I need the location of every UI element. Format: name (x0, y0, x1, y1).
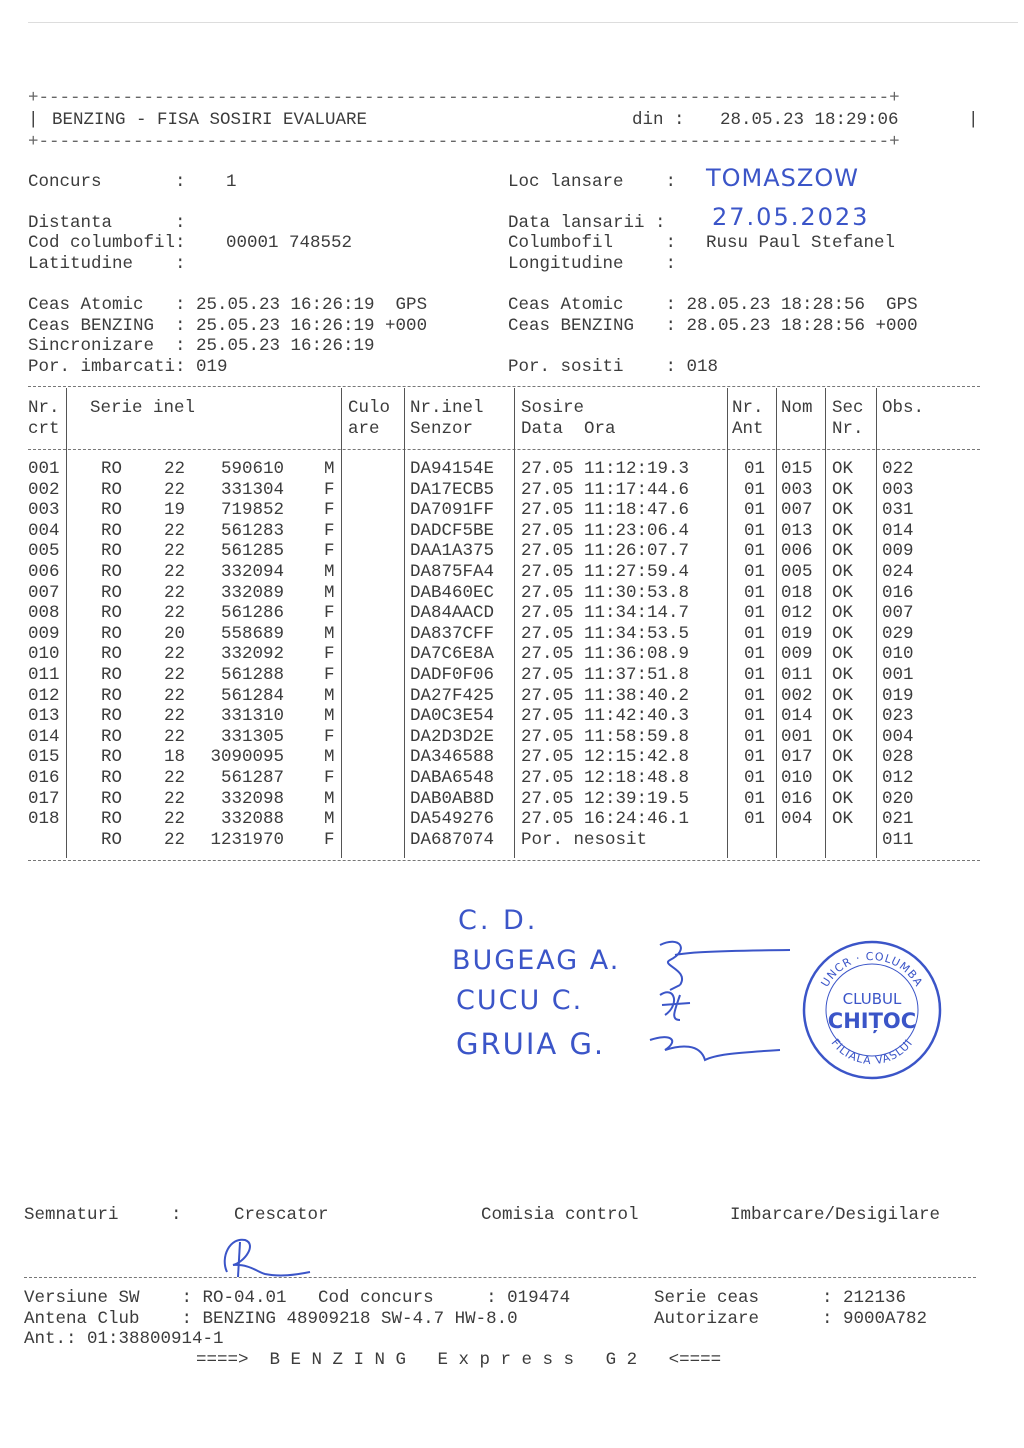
cell-nom: 017 (781, 747, 813, 768)
handwritten-bugeag: BUGEAG A. (452, 945, 621, 976)
cell-ant: 01 (744, 603, 766, 624)
cell-year: 22 (164, 562, 186, 582)
cell-sex: M (324, 788, 335, 809)
cell-ring-number: 590610 (220, 459, 284, 479)
cell-obs: 001 (882, 665, 914, 685)
cell-sex: M (324, 685, 335, 706)
header-datetime: 28.05.23 18:29:06 (720, 110, 899, 130)
cell-senzor: DA687074 (410, 829, 495, 850)
cell-ring-number: 561286 (220, 603, 284, 624)
cell-year: 22 (164, 459, 186, 479)
header-box-top: +---------------------------------------------------------------------------------+ (28, 88, 900, 108)
cell-nr: 017 (28, 788, 60, 809)
cell-country: RO (101, 685, 123, 706)
cell-senzor: DA837CFF (410, 623, 495, 644)
th-senzor-2: Senzor (410, 419, 474, 439)
cell-sosire: 27.05 12:18:48.8 (521, 768, 690, 788)
cell-nom: 005 (781, 562, 813, 582)
signature-comisia: Comisia control (481, 1205, 639, 1225)
cell-ring-number: 719852 (220, 500, 284, 521)
cell-year: 22 (164, 809, 186, 830)
cell-country: RO (101, 768, 123, 788)
cell-sec: OK (832, 809, 854, 830)
footer-ant: Ant.: 01:38800914-1 (24, 1329, 224, 1349)
cell-country: RO (101, 623, 123, 644)
cell-senzor: DA27F425 (410, 685, 495, 706)
cell-sec: OK (832, 603, 854, 624)
footer-rule (24, 1277, 976, 1278)
col-divider-nr (66, 388, 67, 858)
cell-country: RO (101, 829, 123, 850)
cell-obs: 009 (882, 541, 914, 562)
cell-nom: 007 (781, 500, 813, 521)
cell-sosire: 27.05 11:58:59.8 (521, 726, 690, 747)
stamp-line1: CLUBUL (842, 990, 902, 1008)
ceas-atomic-end: Ceas Atomic : 28.05.23 18:28:56 GPS (508, 295, 918, 315)
cell-sex: F (324, 644, 335, 665)
cell-ring-number: 1231970 (210, 829, 284, 850)
th-ant-2: Ant (732, 419, 764, 439)
footer-express: ====> B E N Z I N G E x p r e s s G 2 <==== (196, 1350, 722, 1370)
cell-senzor: DADCF5BE (410, 520, 495, 541)
cell-nom: 010 (781, 768, 813, 788)
cell-ant: 01 (744, 685, 766, 706)
cell-nr: 005 (28, 541, 60, 562)
cell-senzor: DABA6548 (410, 768, 495, 788)
th-culoare-2: are (348, 419, 380, 439)
cell-obs: 012 (882, 768, 914, 788)
cell-senzor: DA17ECB5 (410, 479, 495, 500)
cell-sec: OK (832, 706, 854, 727)
col-divider-sosire (727, 388, 728, 858)
th-sosire-2: Data Ora (521, 419, 616, 439)
cell-ant: 01 (744, 768, 766, 788)
cell-country: RO (101, 644, 123, 665)
cell-sex: F (324, 665, 335, 685)
cell-nom: 013 (781, 520, 813, 541)
cell-obs: 023 (882, 706, 914, 727)
cell-senzor: DA549276 (410, 809, 495, 830)
handwritten-cd: C. D. (458, 905, 539, 936)
th-sosire-1: Sosire (521, 398, 585, 418)
cell-nom: 019 (781, 623, 813, 644)
cell-sex: F (324, 541, 335, 562)
cell-ring-number: 561285 (220, 541, 284, 562)
longitudine-label: Longitudine : (508, 254, 677, 274)
cell-obs: 007 (882, 603, 914, 624)
porumbei-sositi: Por. sositi : 018 (508, 357, 719, 377)
cell-sec: OK (832, 520, 854, 541)
cell-ant: 01 (744, 541, 766, 562)
cell-ring-number: 561287 (220, 768, 284, 788)
cell-ant: 01 (744, 500, 766, 521)
cell-ant: 01 (744, 747, 766, 768)
cell-sec: OK (832, 726, 854, 747)
cell-senzor: DAA1A375 (410, 541, 495, 562)
cell-country: RO (101, 500, 123, 521)
porumbei-imbarcati: Por. imbarcati: 019 (28, 357, 228, 377)
cell-year: 22 (164, 520, 186, 541)
cell-ant: 01 (744, 459, 766, 479)
cell-nr: 003 (28, 500, 60, 521)
cell-ring-number: 3090095 (210, 747, 284, 768)
cell-nom: 001 (781, 726, 813, 747)
th-obs: Obs. (882, 398, 925, 418)
cell-sosire: 27.05 11:38:40.2 (521, 685, 690, 706)
cell-obs: 031 (882, 500, 914, 521)
cell-country: RO (101, 520, 123, 541)
cell-sosire: 27.05 11:27:59.4 (521, 562, 690, 582)
th-culoare-1: Culo (348, 398, 391, 418)
col-divider-culoare (404, 388, 405, 858)
stamp-bottom-text: FILIALA VASLUI (828, 1036, 916, 1068)
cell-sec: OK (832, 788, 854, 809)
cell-nr: 007 (28, 582, 60, 603)
cell-sec: OK (832, 623, 854, 644)
footer-serie-ceas: Serie ceas : 212136 (654, 1288, 907, 1308)
cell-year: 22 (164, 644, 186, 665)
cell-obs: 022 (882, 459, 914, 479)
cell-sosire: Por. nesosit (521, 829, 648, 850)
cell-sex: M (324, 623, 335, 644)
th-serie-inel: Serie inel (90, 398, 196, 418)
cell-obs: 011 (882, 829, 914, 850)
header-box-right: | (968, 110, 979, 130)
cell-year: 22 (164, 541, 186, 562)
cell-senzor: DADF0F06 (410, 665, 495, 685)
cell-senzor: DAB460EC (410, 582, 495, 603)
columbofil-label: Columbofil : (508, 233, 677, 253)
cell-obs: 004 (882, 726, 914, 747)
cell-nr: 013 (28, 706, 60, 727)
table-header-rule (28, 449, 980, 450)
table-bottom-rule (28, 860, 980, 861)
cell-obs: 010 (882, 644, 914, 665)
cell-year: 22 (164, 768, 186, 788)
cell-nom: 009 (781, 644, 813, 665)
cell-ring-number: 561288 (220, 665, 284, 685)
cell-nr: 018 (28, 809, 60, 830)
cell-obs: 028 (882, 747, 914, 768)
cell-country: RO (101, 809, 123, 830)
cell-ant: 01 (744, 644, 766, 665)
cell-year: 22 (164, 479, 186, 500)
signature-crescator: Crescator (234, 1205, 329, 1225)
cell-year: 22 (164, 788, 186, 809)
cell-country: RO (101, 747, 123, 768)
committee-signatures (620, 925, 800, 1075)
table-top-rule (28, 386, 980, 387)
cell-ant: 01 (744, 562, 766, 582)
cell-nom: 016 (781, 788, 813, 809)
cell-sex: M (324, 809, 335, 830)
header-box-bottom: +---------------------------------------------------------------------------------+ (28, 132, 900, 152)
cell-nom: 004 (781, 809, 813, 830)
columbofil-value: Rusu Paul Stefanel (706, 233, 896, 253)
sincronizare: Sincronizare : 25.05.23 16:26:19 (28, 336, 375, 356)
cell-ant: 01 (744, 809, 766, 830)
cell-sec: OK (832, 479, 854, 500)
cell-year: 22 (164, 706, 186, 727)
cell-ant: 01 (744, 520, 766, 541)
cell-obs: 020 (882, 788, 914, 809)
stamp-line2: CHIȚOC (827, 1009, 917, 1033)
cell-obs: 024 (882, 562, 914, 582)
cell-nom: 003 (781, 479, 813, 500)
cell-sosire: 27.05 11:17:44.6 (521, 479, 690, 500)
cell-sex: F (324, 520, 335, 541)
cell-sosire: 27.05 11:26:07.7 (521, 541, 690, 562)
cell-year: 22 (164, 829, 186, 850)
cell-year: 22 (164, 603, 186, 624)
cell-sec: OK (832, 500, 854, 521)
col-divider-serie (341, 388, 342, 858)
cell-sec: OK (832, 459, 854, 479)
cell-ant: 01 (744, 623, 766, 644)
footer-versiune: Versiune SW : RO-04.01 Cod concurs : 019474 (24, 1288, 571, 1308)
cell-country: RO (101, 726, 123, 747)
cell-sec: OK (832, 562, 854, 582)
cell-sec: OK (832, 665, 854, 685)
cell-nr: 012 (28, 685, 60, 706)
cell-obs: 019 (882, 685, 914, 706)
cell-nr: 015 (28, 747, 60, 768)
cell-sosire: 27.05 11:23:06.4 (521, 520, 690, 541)
cell-sosire: 27.05 11:42:40.3 (521, 706, 690, 727)
stamp-top-text: UNCR · COLUMBA (818, 949, 926, 990)
cell-sec: OK (832, 541, 854, 562)
cell-sosire: 27.05 11:36:08.9 (521, 644, 690, 665)
cell-year: 20 (164, 623, 186, 644)
cell-sosire: 27.05 11:37:51.8 (521, 665, 690, 685)
cell-ant: 01 (744, 479, 766, 500)
cell-country: RO (101, 459, 123, 479)
cell-ring-number: 332092 (220, 644, 284, 665)
cell-nom: 006 (781, 541, 813, 562)
handwritten-cucu: CUCU C. (456, 985, 584, 1016)
cell-ring-number: 561284 (220, 685, 284, 706)
cell-sec: OK (832, 644, 854, 665)
cell-sosire: 27.05 12:15:42.8 (521, 747, 690, 768)
cell-sex: F (324, 829, 335, 850)
data-lansarii-label: Data lansarii : (508, 213, 666, 233)
cell-senzor: DA346588 (410, 747, 495, 768)
cell-sosire: 27.05 16:24:46.1 (521, 809, 690, 830)
cell-nom: 015 (781, 459, 813, 479)
club-stamp (800, 938, 945, 1083)
cell-ring-number: 332089 (220, 582, 284, 603)
cell-sec: OK (832, 768, 854, 788)
cell-sex: F (324, 768, 335, 788)
cell-country: RO (101, 788, 123, 809)
col-divider-senzor (514, 388, 515, 858)
cell-country: RO (101, 479, 123, 500)
cell-sex: F (324, 479, 335, 500)
cell-sosire: 27.05 11:34:53.5 (521, 623, 690, 644)
header-box-left: | (28, 110, 39, 130)
cell-sex: F (324, 603, 335, 624)
cell-sosire: 27.05 12:39:19.5 (521, 788, 690, 809)
scan-edge (28, 22, 1018, 23)
cell-nom: 014 (781, 706, 813, 727)
cell-country: RO (101, 665, 123, 685)
th-sec-1: Sec (832, 398, 864, 418)
cell-sosire: 27.05 11:18:47.6 (521, 500, 690, 521)
cell-year: 18 (164, 747, 186, 768)
cell-nr: 008 (28, 603, 60, 624)
cell-sosire: 27.05 11:34:14.7 (521, 603, 690, 624)
cell-sex: M (324, 459, 335, 479)
cell-ring-number: 331310 (220, 706, 284, 727)
cell-nom: 012 (781, 603, 813, 624)
cell-nr: 009 (28, 623, 60, 644)
cell-ring-number: 561283 (220, 520, 284, 541)
cell-sosire: 27.05 11:12:19.3 (521, 459, 690, 479)
cell-year: 22 (164, 726, 186, 747)
footer-antena: Antena Club : BENZING 48909218 SW-4.7 HW-8.0 (24, 1309, 518, 1329)
cell-year: 22 (164, 582, 186, 603)
cell-ant: 01 (744, 582, 766, 603)
ceas-atomic-start: Ceas Atomic : 25.05.23 16:26:19 GPS (28, 295, 428, 315)
cell-nr: 002 (28, 479, 60, 500)
cell-senzor: DA875FA4 (410, 562, 495, 582)
cell-nom: 018 (781, 582, 813, 603)
cell-senzor: DA94154E (410, 459, 495, 479)
din-label: din : (632, 110, 685, 130)
cell-senzor: DA7C6E8A (410, 644, 495, 665)
crescator-signature (205, 1232, 315, 1287)
ceas-benzing-end: Ceas BENZING : 28.05.23 18:28:56 +000 (508, 316, 918, 336)
cell-country: RO (101, 706, 123, 727)
cell-nom: 002 (781, 685, 813, 706)
loc-lansare-label: Loc lansare : (508, 172, 677, 192)
cell-ant: 01 (744, 788, 766, 809)
cell-senzor: DA2D3D2E (410, 726, 495, 747)
concurs-value: 1 (226, 172, 237, 192)
semnaturi-label: Semnaturi : (24, 1205, 182, 1225)
cell-sosire: 27.05 11:30:53.8 (521, 582, 690, 603)
cell-nr: 011 (28, 665, 60, 685)
th-nom: Nom (781, 398, 813, 418)
cell-nr: 004 (28, 520, 60, 541)
cell-obs: 014 (882, 520, 914, 541)
footer-autorizare: Autorizare : 9000A782 (654, 1309, 928, 1329)
cell-sec: OK (832, 747, 854, 768)
cell-senzor: DAB0AB8D (410, 788, 495, 809)
signature-imbarcare: Imbarcare/Desigilare (730, 1205, 941, 1225)
cell-country: RO (101, 541, 123, 562)
th-ant-1: Nr. (732, 398, 764, 418)
cell-nr: 006 (28, 562, 60, 582)
col-divider-nom (825, 388, 826, 858)
cell-nr: 016 (28, 768, 60, 788)
col-divider-sec (876, 388, 877, 858)
cell-sex: M (324, 582, 335, 603)
cell-ant: 01 (744, 726, 766, 747)
latitudine-label: Latitudine : (28, 254, 186, 274)
cell-sex: M (324, 562, 335, 582)
cell-ring-number: 332094 (220, 562, 284, 582)
col-divider-ant (776, 388, 777, 858)
cell-senzor: DA0C3E54 (410, 706, 495, 727)
cell-ring-number: 558689 (220, 623, 284, 644)
cod-columbofil-value: 00001 748552 (226, 233, 353, 253)
cell-senzor: DA7091FF (410, 500, 495, 521)
loc-lansare-value: TOMASZOW (706, 164, 859, 192)
cell-year: 22 (164, 685, 186, 706)
cell-sex: F (324, 726, 335, 747)
handwritten-gruia: GRUIA G. (456, 1027, 606, 1061)
cell-ant: 01 (744, 665, 766, 685)
cell-nom: 011 (781, 665, 813, 685)
document-title: BENZING - FISA SOSIRI EVALUARE (52, 110, 368, 130)
th-nr-2: crt (28, 419, 60, 439)
cell-obs: 021 (882, 809, 914, 830)
cell-country: RO (101, 603, 123, 624)
cell-senzor: DA84AACD (410, 603, 495, 624)
data-lansarii-value: 27.05.2023 (712, 203, 870, 231)
cell-nr: 014 (28, 726, 60, 747)
cell-country: RO (101, 562, 123, 582)
cell-nr: 001 (28, 459, 60, 479)
cell-obs: 003 (882, 479, 914, 500)
cell-sec: OK (832, 685, 854, 706)
concurs-label: Concurs : (28, 172, 186, 192)
cell-ant: 01 (744, 706, 766, 727)
cell-country: RO (101, 582, 123, 603)
th-senzor-1: Nr.inel (410, 398, 484, 418)
cod-columbofil-label: Cod columbofil: (28, 233, 186, 253)
ceas-benzing-start: Ceas BENZING : 25.05.23 16:26:19 +000 (28, 316, 428, 336)
cell-year: 19 (164, 500, 186, 521)
cell-sec: OK (832, 582, 854, 603)
cell-obs: 016 (882, 582, 914, 603)
cell-sex: M (324, 747, 335, 768)
cell-ring-number: 331304 (220, 479, 284, 500)
cell-ring-number: 332098 (220, 788, 284, 809)
cell-ring-number: 332088 (220, 809, 284, 830)
cell-ring-number: 331305 (220, 726, 284, 747)
cell-year: 22 (164, 665, 186, 685)
distanta-label: Distanta : (28, 213, 186, 233)
cell-sex: M (324, 706, 335, 727)
cell-obs: 029 (882, 623, 914, 644)
th-sec-2: Nr. (832, 419, 864, 439)
cell-sex: F (324, 500, 335, 521)
cell-nr: 010 (28, 644, 60, 665)
th-nr-1: Nr. (28, 398, 60, 418)
